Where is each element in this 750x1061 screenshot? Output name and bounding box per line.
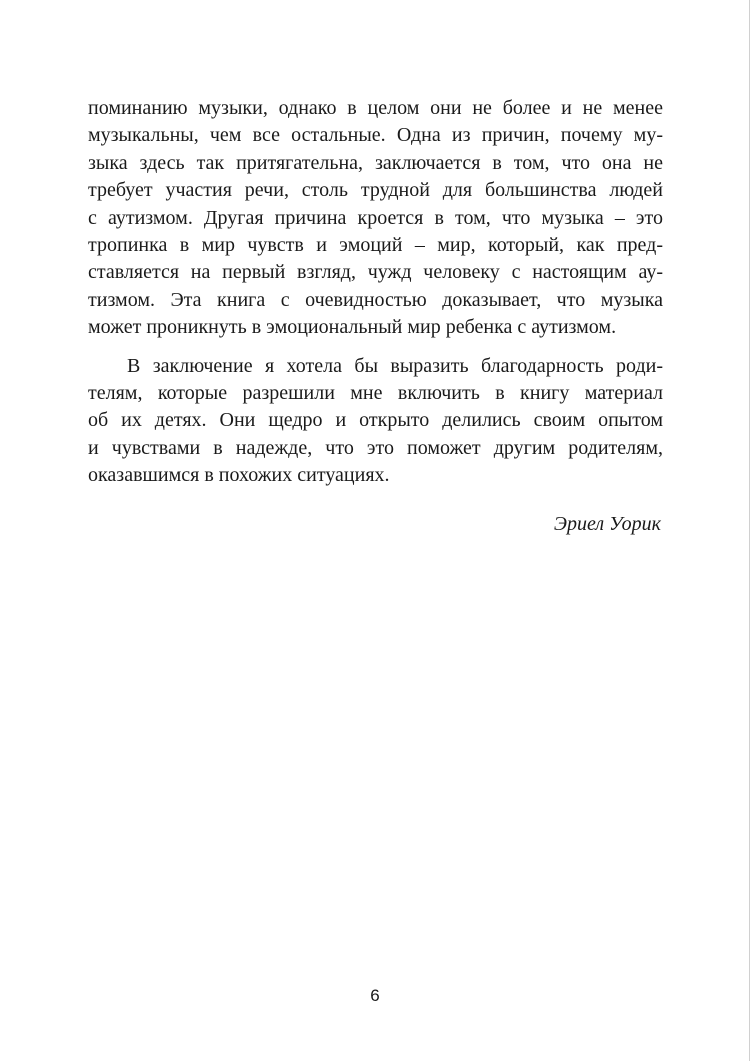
text-line: тизмом. Эта книга с очевидностью доказывает, что музыка <box>88 288 663 311</box>
paragraph-2 <box>88 353 663 490</box>
text-line: требует участия речи, столь трудной для большинства людей <box>88 179 663 202</box>
text-line: В заключение я хотела бы выразить благодарность роди- <box>127 354 663 377</box>
author-signature: Эриел Уорик <box>553 513 661 535</box>
text-line: и чувствами в надежде, что это поможет другим родителям, <box>88 436 663 459</box>
text-line: оказавшимся в похожих ситуациях. <box>88 464 390 487</box>
paragraph-spacer <box>88 342 663 353</box>
text-line: зыка здесь так притягательна, заключается в том, что она не <box>88 151 663 174</box>
text-line: об их детях. Они щедро и открыто делились своим опытом <box>88 409 663 432</box>
text-line: телям, которые разрешили мне включить в книгу материал <box>88 381 663 404</box>
paragraph-1 <box>88 95 663 342</box>
text-line: может проникнуть в эмоциональный мир ребенка с аутизмом. <box>88 316 617 339</box>
text-line: с аутизмом. Другая причина кроется в том, что музыка – это <box>88 206 663 229</box>
page-number: 6 <box>370 986 380 1005</box>
text-line: музыкальны, чем все остальные. Одна из причин, почему му- <box>88 124 663 147</box>
body-text <box>88 95 663 489</box>
text-line: тропинка в мир чувств и эмоций – мир, который, как пред- <box>88 233 663 256</box>
text-line: ставляется на первый взгляд, чужд человеку с настоящим ау- <box>88 261 663 284</box>
text-line: поминанию музыки, однако в целом они не более и не менее <box>88 97 663 119</box>
